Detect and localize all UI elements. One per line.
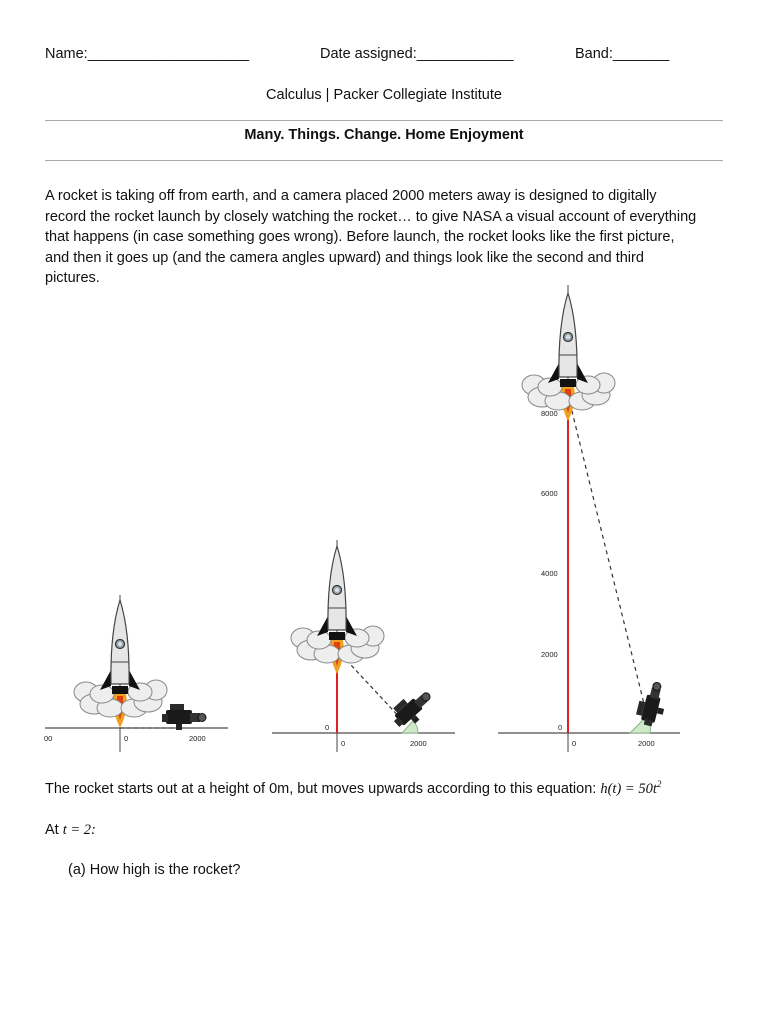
intro-line: and then it goes up (and the camera angles upward) and things look like the second and third [45, 249, 644, 266]
name-label: Name: [45, 46, 88, 62]
rocket-icon [291, 546, 384, 674]
y-tick-label: 6000 [541, 489, 558, 498]
at-label: At [45, 822, 59, 838]
equation [600, 781, 661, 797]
camera-icon [634, 679, 670, 728]
intro-line: pictures. [45, 270, 100, 286]
x-tick-label: 0 [124, 734, 129, 743]
equation-line [45, 779, 661, 798]
intro-line: A rocket is taking off from earth, and a camera placed 2000 meters away is designed to digitally [45, 188, 657, 204]
worksheet-title: Many. Things. Change. Home Enjoyment [244, 127, 524, 143]
y-tick-label: 0 [558, 723, 563, 732]
x-tick-label: 00 [44, 734, 53, 743]
date-blank: ____________ [416, 46, 514, 62]
band-label: Band: [575, 46, 613, 62]
x-tick-label: 0 [572, 739, 577, 748]
y-tick-label: 0 [325, 723, 330, 732]
course-subtitle: Calculus | Packer Collegiate Institute [266, 87, 502, 103]
intro-line: that happens (in case something goes wrong). Before launch, the rocket looks like the first picture, [45, 229, 675, 245]
intro-line: record the rocket launch by closely watching the rocket… to give NASA a visual account of everything [45, 208, 697, 225]
rocket-icon [74, 600, 167, 728]
y-tick-label: 2000 [541, 650, 558, 659]
x-tick-label: 2000 [410, 739, 427, 748]
figure-3 [498, 285, 680, 752]
name-blank: ____________________ [87, 46, 250, 62]
figure-1 [44, 595, 228, 752]
equation-lhs: h(t) = 50t [600, 780, 657, 797]
at-line [45, 822, 96, 839]
rocket-icon [522, 293, 615, 421]
at-condition: t = 2: [62, 822, 96, 838]
date-label: Date assigned: [320, 46, 417, 62]
band-blank: _______ [612, 46, 670, 62]
x-tick-label: 0 [341, 739, 346, 748]
y-tick-label: 8000 [541, 409, 558, 418]
x-tick-label: 2000 [189, 734, 206, 743]
equation-exponent: 2 [656, 779, 662, 789]
y-tick-label: 4000 [541, 569, 558, 578]
x-tick-label: 2000 [638, 739, 655, 748]
sight-line [568, 395, 646, 712]
camera-icon [162, 704, 206, 730]
figure-2 [272, 540, 455, 752]
question-a: (a) How high is the rocket? [68, 862, 241, 878]
equation-sentence: The rocket starts out at a height of 0m, but moves upwards according to this equation: [45, 780, 597, 797]
